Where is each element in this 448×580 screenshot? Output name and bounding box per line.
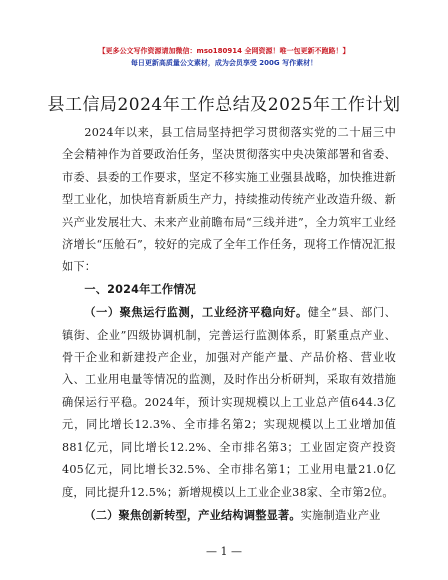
intro-paragraph: 2024年以来，县工信局坚持把学习贯彻落实党的二十届三中全会精神作为首要政治任务，坚决贯彻落实中央决策部署和省委、市委、县委的工作要求，坚定不移实施工业强县战略，加快推进新型工业化，加快培育新质生产力，持续推动传统产业改造升级、新兴产业发展壮大、未来产业前瞻布局“三线并进”，全力筑牢工业经济增长“压舱石”，较好的完成了全年工作任务，现将工作情况汇报如下： (62, 126, 396, 274)
subsection-2-paragraph (62, 504, 396, 527)
subsection-1-paragraph (62, 301, 396, 504)
subsection-2-text: 实施制造业产业 (300, 508, 381, 522)
page-number: — 1 — (206, 545, 242, 558)
document-body (62, 122, 396, 527)
document-title: 县工信局2024年工作总结及2025年工作计划 (47, 95, 401, 115)
section-heading-1: 一、2024年工作情况 (84, 282, 197, 296)
promo-banner-line-1: 【更多公文写作资源请加微信：mso180914 全网资源！唯一包更新不跑路！】 (98, 47, 350, 55)
promo-banner-line-2: 每日更新高质量公文素材，成为会员享受 200G 写作素材！ (130, 59, 318, 67)
subsection-1-text: 健全“县、部门、镇街、企业”四级协调机制，完善运行监测体系，盯紧重点产业、骨干企业和新建投产企业，加强对产能产量、产品价格、营业收入、工业用电量等情况的监测，及时作出分析研判，采取有效措施确保运行平稳。2024年，预计实现规模以上工业总产值644.3亿元，同比增长12.3%、全市排名第2；实现规模以上工业增加值881亿元，同比增长12.2%、全市排名第3；工业固定资产投资405亿元，同比增长32.5%、全市排名第1；工业用电量21.0亿度，同比提升12.5%；新增规模以上工业企业38家、全市第2位。 (62, 306, 396, 499)
subsection-1-heading: （一）聚焦运行监测，工业经济平稳向好。 (84, 305, 308, 320)
subsection-2-heading: （二）聚焦创新转型，产业结构调整显著。 (84, 507, 301, 522)
